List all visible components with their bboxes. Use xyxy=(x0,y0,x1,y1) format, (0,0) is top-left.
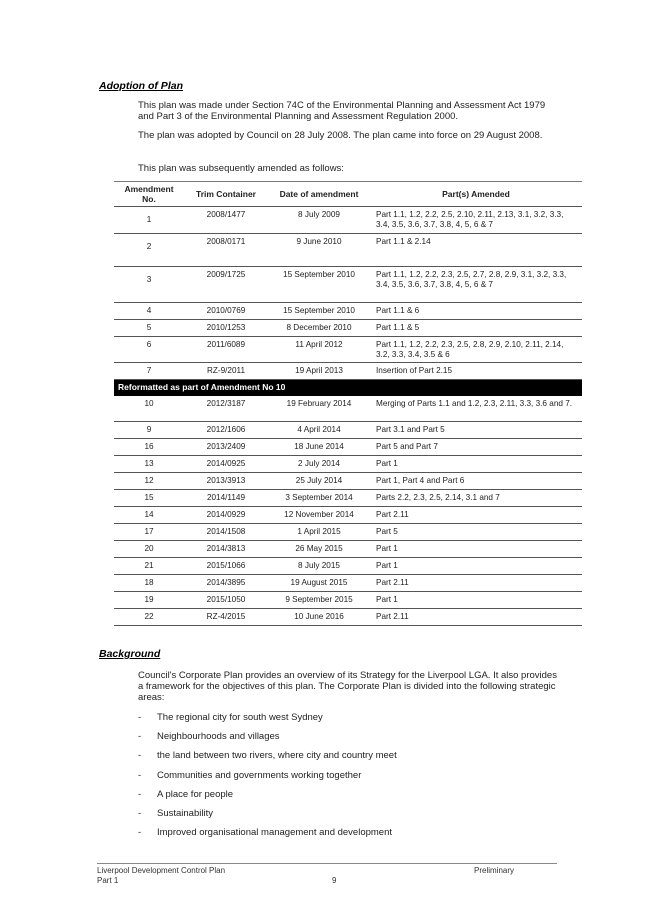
background-heading: Background xyxy=(99,648,161,660)
cell-amendment-no: 19 xyxy=(114,592,184,609)
table-row xyxy=(114,320,582,337)
table-row xyxy=(114,575,582,592)
table-row xyxy=(114,507,582,524)
table-row xyxy=(114,490,582,507)
reformatted-banner: Reformatted as part of Amendment No 10 xyxy=(114,379,582,396)
reformatted-banner-row xyxy=(114,379,582,396)
list-item-text: Improved organisational management and development xyxy=(157,827,393,839)
cell-amendment-no: 1 xyxy=(114,207,184,234)
cell-amendment-no: 5 xyxy=(114,320,184,337)
cell-parts-amended: Part 1.1, 1.2, 2.2, 2.5, 2.10, 2.11, 2.13, 3.1, 3.2, 3.3, 3.4, 3.5, 3.6, 3.7, 3.8, 4, 5, 6 & 7 xyxy=(370,207,582,234)
list-item-text: The regional city for south west Sydney xyxy=(157,712,323,723)
cell-trim-container: 2014/0925 xyxy=(184,456,268,473)
header-trim-container: Trim Container xyxy=(184,182,268,207)
table-row xyxy=(114,592,582,609)
table-row xyxy=(114,456,582,473)
header-date-of-amendment: Date of amendment xyxy=(268,182,370,207)
table-row xyxy=(114,422,582,439)
bullet-dash-icon: - xyxy=(138,807,142,819)
cell-parts-amended: Part 2.11 xyxy=(370,575,582,592)
cell-amendment-no: 7 xyxy=(114,363,184,380)
list-item xyxy=(138,787,397,806)
list-item xyxy=(138,825,397,844)
cell-trim-container: 2008/1477 xyxy=(184,207,268,234)
list-item xyxy=(138,748,397,767)
cell-parts-amended: Part 1.1 & 5 xyxy=(370,320,582,337)
cell-parts-amended: Part 1.1, 1.2, 2.2, 2.3, 2.5, 2.7, 2.8, 2.9, 3.1, 3.2, 3.3, 3.4, 3.5, 3.6, 3.7, 3.8, 4, 5, 6 & 7 xyxy=(370,267,582,303)
table-row xyxy=(114,439,582,456)
cell-trim-container: 2009/1725 xyxy=(184,267,268,303)
cell-trim-container: 2010/1253 xyxy=(184,320,268,337)
cell-amendment-no: 22 xyxy=(114,609,184,626)
background-paragraph: Council's Corporate Plan provides an overview of its Strategy for the Liverpool LGA. It also provides a framework for the objectives of this plan. The Corporate Plan is divided into the following strategic areas: xyxy=(138,670,557,703)
bullet-dash-icon: - xyxy=(138,750,142,762)
bullet-dash-icon: - xyxy=(138,712,142,723)
bullet-dash-icon: - xyxy=(138,788,142,800)
cell-amendment-no: 9 xyxy=(114,422,184,439)
cell-trim-container: 2011/6089 xyxy=(184,337,268,363)
cell-amendment-no: 10 xyxy=(114,396,184,422)
cell-trim-container: 2014/3813 xyxy=(184,541,268,558)
cell-parts-amended: Insertion of Part 2.15 xyxy=(370,363,582,380)
cell-parts-amended: Part 1 xyxy=(370,541,582,558)
cell-trim-container: 2015/1050 xyxy=(184,592,268,609)
list-item xyxy=(138,806,397,825)
list-item-text: A place for people xyxy=(157,788,234,800)
list-item xyxy=(138,768,397,787)
cell-parts-amended: Part 5 and Part 7 xyxy=(370,439,582,456)
cell-amendment-no: 15 xyxy=(114,490,184,507)
cell-date: 1 April 2015 xyxy=(268,524,370,541)
cell-parts-amended: Parts 2.2, 2.3, 2.5, 2.14, 3.1 and 7 xyxy=(370,490,582,507)
cell-trim-container: 2014/3895 xyxy=(184,575,268,592)
list-item-text: the land between two rivers, where city and country meet xyxy=(157,750,397,762)
table-row xyxy=(114,303,582,320)
cell-trim-container: 2014/0929 xyxy=(184,507,268,524)
cell-amendment-no: 16 xyxy=(114,439,184,456)
cell-parts-amended: Part 2.11 xyxy=(370,507,582,524)
cell-trim-container: 2010/0769 xyxy=(184,303,268,320)
adoption-paragraph-3: This plan was subsequently amended as follows: xyxy=(138,163,344,174)
table-row xyxy=(114,363,582,380)
cell-date: 9 June 2010 xyxy=(268,234,370,267)
table-row xyxy=(114,267,582,303)
cell-date: 15 September 2010 xyxy=(268,303,370,320)
cell-amendment-no: 14 xyxy=(114,507,184,524)
cell-date: 19 April 2013 xyxy=(268,363,370,380)
cell-parts-amended: Part 5 xyxy=(370,524,582,541)
cell-date: 11 April 2012 xyxy=(268,337,370,363)
cell-parts-amended: Part 1 xyxy=(370,592,582,609)
list-item xyxy=(138,710,397,729)
bullet-dash-icon: - xyxy=(138,827,142,839)
amendment-table xyxy=(114,181,582,626)
cell-date: 2 July 2014 xyxy=(268,456,370,473)
cell-trim-container: 2013/2409 xyxy=(184,439,268,456)
cell-date: 9 September 2015 xyxy=(268,592,370,609)
cell-date: 25 July 2014 xyxy=(268,473,370,490)
list-item-text: Neighbourhoods and villages xyxy=(157,731,280,743)
table-row xyxy=(114,337,582,363)
cell-date: 12 November 2014 xyxy=(268,507,370,524)
table-row xyxy=(114,207,582,234)
cell-parts-amended: Part 2.11 xyxy=(370,609,582,626)
table-row xyxy=(114,541,582,558)
footer-divider xyxy=(97,863,557,864)
bullet-dash-icon: - xyxy=(138,731,142,743)
cell-amendment-no: 18 xyxy=(114,575,184,592)
list-item xyxy=(138,729,397,748)
cell-date: 15 September 2010 xyxy=(268,267,370,303)
cell-date: 8 July 2015 xyxy=(268,558,370,575)
table-row xyxy=(114,396,582,422)
adoption-paragraph-1: This plan was made under Section 74C of the Environmental Planning and Assessment Act 1979 and Part 3 of the Environmental Planning and Assessment Regulation 2000. xyxy=(138,100,546,122)
cell-trim-container: RZ-4/2015 xyxy=(184,609,268,626)
cell-amendment-no: 17 xyxy=(114,524,184,541)
cell-date: 8 December 2010 xyxy=(268,320,370,337)
table-row xyxy=(114,524,582,541)
cell-amendment-no: 4 xyxy=(114,303,184,320)
header-amendment-no: Amendment No. xyxy=(114,182,184,207)
table-row xyxy=(114,234,582,267)
cell-trim-container: 2014/1508 xyxy=(184,524,268,541)
cell-amendment-no: 13 xyxy=(114,456,184,473)
cell-trim-container: 2015/1066 xyxy=(184,558,268,575)
cell-date: 4 April 2014 xyxy=(268,422,370,439)
footer-part: Part 1 xyxy=(97,876,119,885)
cell-amendment-no: 12 xyxy=(114,473,184,490)
cell-parts-amended: Part 1 xyxy=(370,558,582,575)
header-parts-amended: Part(s) Amended xyxy=(370,182,582,207)
table-row xyxy=(114,473,582,490)
footer-status: Preliminary xyxy=(474,866,515,875)
cell-trim-container: 2012/3187 xyxy=(184,396,268,422)
cell-parts-amended: Part 1.1 & 6 xyxy=(370,303,582,320)
list-item-text: Communities and governments working together xyxy=(157,769,362,781)
cell-trim-container: 2014/1149 xyxy=(184,490,268,507)
cell-date: 10 June 2016 xyxy=(268,609,370,626)
cell-trim-container: RZ-9/2011 xyxy=(184,363,268,380)
cell-date: 19 August 2015 xyxy=(268,575,370,592)
cell-parts-amended: Merging of Parts 1.1 and 1.2, 2.3, 2.11, 3.3, 3.6 and 7. xyxy=(370,396,582,422)
table-row xyxy=(114,609,582,626)
cell-amendment-no: 2 xyxy=(114,234,184,267)
adoption-paragraph-2: The plan was adopted by Council on 28 July 2008. The plan came into force on 29 August 2008. xyxy=(138,130,543,141)
adoption-heading: Adoption of Plan xyxy=(99,80,183,92)
cell-parts-amended: Part 1, Part 4 and Part 6 xyxy=(370,473,582,490)
cell-parts-amended: Part 3.1 and Part 5 xyxy=(370,422,582,439)
bullet-dash-icon: - xyxy=(138,769,142,781)
cell-date: 18 June 2014 xyxy=(268,439,370,456)
strategic-areas-list xyxy=(138,710,397,844)
table-row xyxy=(114,558,582,575)
cell-date: 8 July 2009 xyxy=(268,207,370,234)
table-header-row xyxy=(114,182,582,207)
cell-date: 3 September 2014 xyxy=(268,490,370,507)
footer-page-number: 9 xyxy=(332,876,337,885)
cell-amendment-no: 21 xyxy=(114,558,184,575)
cell-trim-container: 2008/0171 xyxy=(184,234,268,267)
cell-trim-container: 2012/1606 xyxy=(184,422,268,439)
cell-trim-container: 2013/3913 xyxy=(184,473,268,490)
list-item-text: Sustainability xyxy=(157,807,213,819)
footer-title: Liverpool Development Control Plan xyxy=(97,866,226,875)
cell-amendment-no: 3 xyxy=(114,267,184,303)
cell-parts-amended: Part 1 xyxy=(370,456,582,473)
cell-date: 26 May 2015 xyxy=(268,541,370,558)
cell-date: 19 February 2014 xyxy=(268,396,370,422)
cell-amendment-no: 20 xyxy=(114,541,184,558)
cell-parts-amended: Part 1.1 & 2.14 xyxy=(370,234,582,267)
cell-parts-amended: Part 1.1, 1.2, 2.2, 2.3, 2.5, 2.8, 2.9, 2.10, 2.11, 2.14, 3.2, 3.3, 3.4, 3.5 & 6 xyxy=(370,337,582,363)
cell-amendment-no: 6 xyxy=(114,337,184,363)
